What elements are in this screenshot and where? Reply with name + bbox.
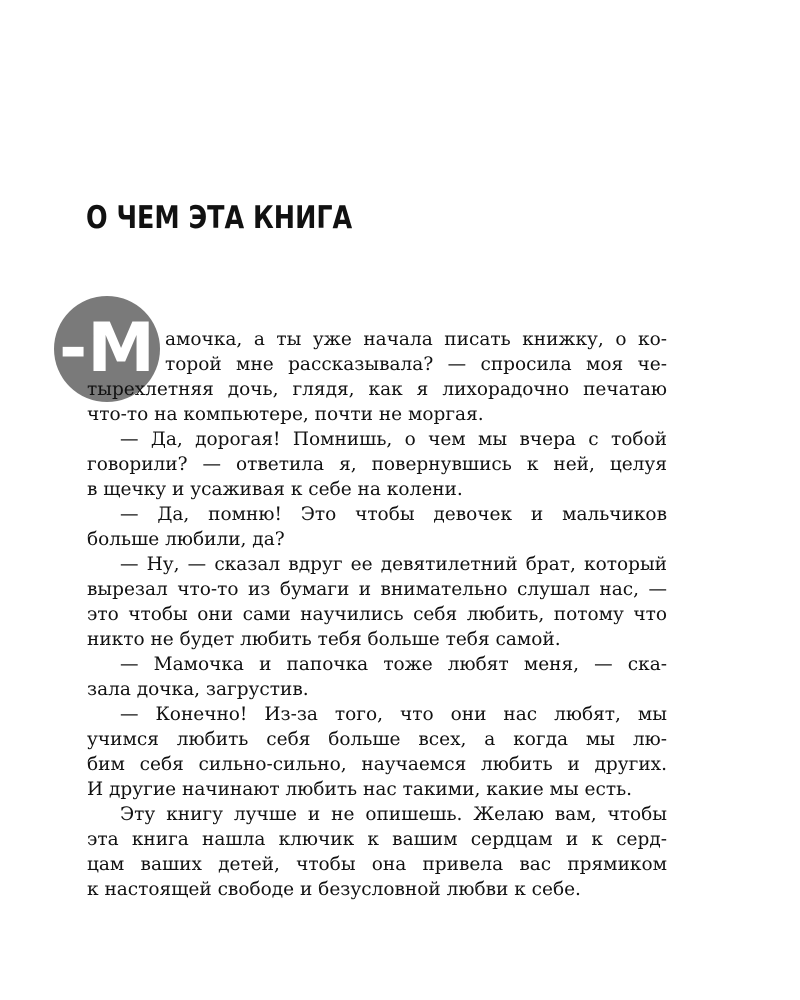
text-line: учимся любить себя больше всех, а когда мы лю- [87,729,667,750]
text-line: тырехлетняя дочь, глядя, как я лихорадочно печатаю [87,379,667,400]
text-line: больше любили, да? [87,529,285,550]
text-line: что-то на компьютере, почти не моргая. [87,404,484,425]
text-line: говорили? — ответила я, повернувшись к ней, целуя [87,454,667,475]
chapter-title: О ЧЕМ ЭТА КНИГА [86,200,353,236]
text-line: к настоящей свободе и безусловной любви к себе. [87,879,581,900]
text-line: амочка, а ты уже начала писать книжку, о ко- [165,329,667,350]
text-line: вырезал что-то из бумаги и внимательно слушал нас, — [87,579,667,600]
text-line: И другие начинают любить нас такими, какие мы есть. [87,779,633,800]
text-line: эта книга нашла ключик к вашим сердцам и к серд- [87,829,667,850]
text-line: — Да, помню! Это чтобы девочек и мальчиков [120,504,667,525]
text-line: — Да, дорогая! Помнишь, о чем мы вчера с тобой [120,429,667,450]
text-line: никто не будет любить тебя больше тебя самой. [87,629,561,650]
text-line: это чтобы они сами научились себя любить, потому что [87,604,667,625]
text-line: — Конечно! Из-за того, что они нас любят, мы [120,704,667,725]
text-line: цам ваших детей, чтобы она привела вас прямиком [87,854,667,875]
drop-cap-letter: -М [59,309,155,388]
text-line: бим себя сильно-сильно, научаемся любить и других. [87,754,667,775]
text-line: торой мне рассказывала? — спросила моя че- [165,354,667,375]
text-line: зала дочка, загрустив. [87,679,309,700]
text-line: в щечку и усаживая к себе на колени. [87,479,463,500]
text-line: — Мамочка и папочка тоже любят меня, — ска- [120,654,667,675]
text-line: — Ну, — сказал вдруг ее девятилетний брат, который [120,554,667,575]
text-line: Эту книгу лучше и не опишешь. Желаю вам, чтобы [120,804,667,825]
